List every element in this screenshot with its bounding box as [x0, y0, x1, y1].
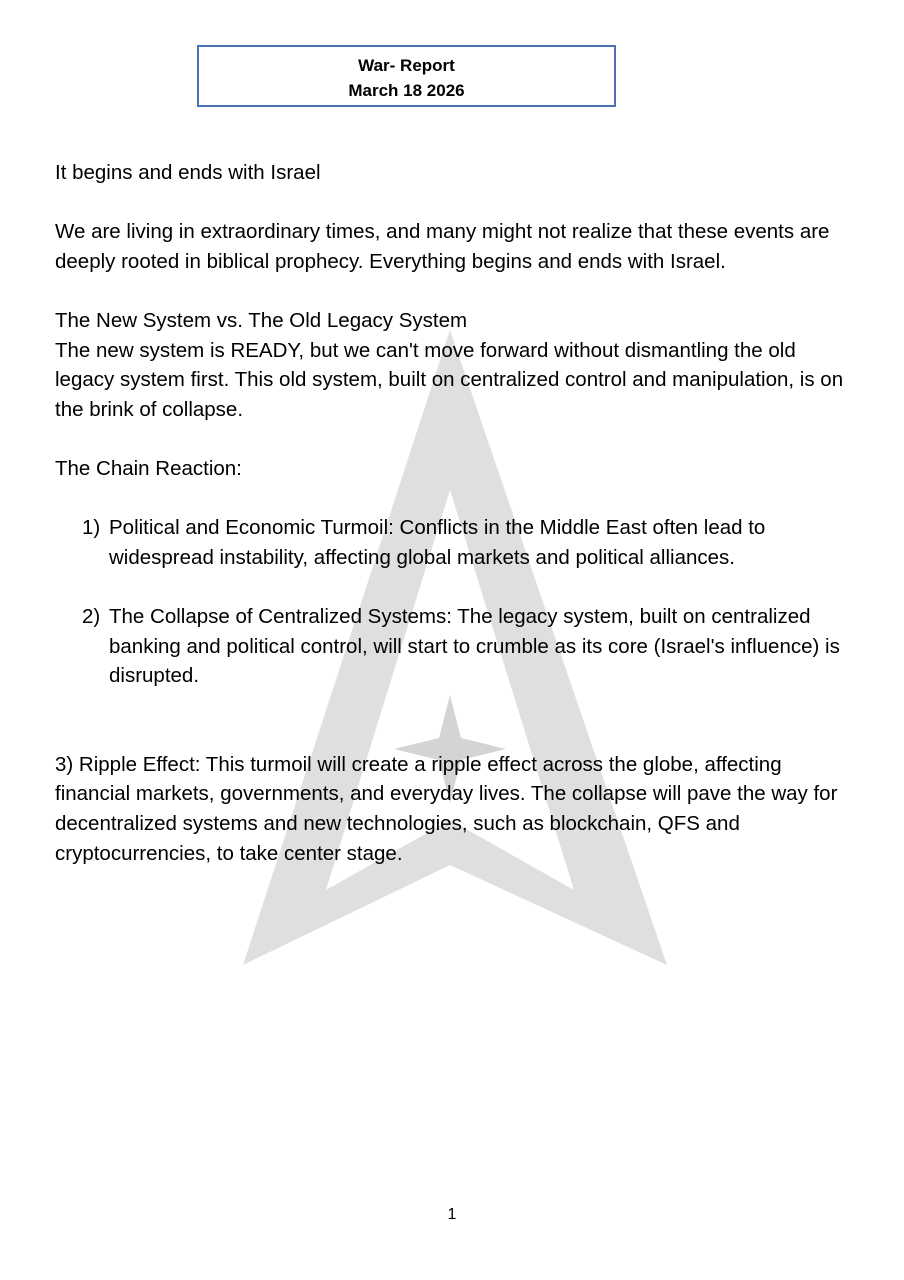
list-item-text: Political and Economic Turmoil: Conflicts in the Middle East often lead to widespread instability, affecting global markets and political alliances. — [109, 516, 766, 569]
list-item-number: 1) — [82, 516, 101, 540]
ripple-effect-paragraph: 3) Ripple Effect: This turmoil will create a ripple effect across the globe, affecting financial markets, governments, and everyday lives. The collapse will pave the way for decentralized systems and new technologies, such as blockchain, QFS and cryptocurrencies, to take center stage. — [55, 752, 838, 865]
report-header — [197, 45, 616, 107]
system-heading: The New System vs. The Old Legacy System — [55, 308, 468, 332]
system-paragraph: The new system is READY, but we can't move forward without dismantling the old legacy system first. This old system, built on centralized control and manipulation, is on the brink of collapse. — [55, 338, 844, 421]
page-number: 1 — [447, 1206, 457, 1223]
report-title: War- Report — [358, 56, 455, 75]
report-body — [55, 158, 855, 868]
list-item-text: The Collapse of Centralized Systems: The legacy system, built on centralized banking and political control, will start to crumble as its core (Israel's influence) is disrupted. — [109, 604, 840, 688]
list-item-number: 2) — [82, 604, 101, 628]
list-item — [82, 602, 855, 691]
list-item — [82, 513, 855, 572]
chain-reaction-heading: The Chain Reaction: — [55, 456, 242, 480]
intro-heading: It begins and ends with Israel — [55, 161, 321, 184]
report-date: March 18 2026 — [348, 81, 465, 100]
intro-paragraph: We are living in extraordinary times, and many might not realize that these events are deeply rooted in biblical prophecy. Everything begins and ends with Israel. — [55, 220, 830, 273]
